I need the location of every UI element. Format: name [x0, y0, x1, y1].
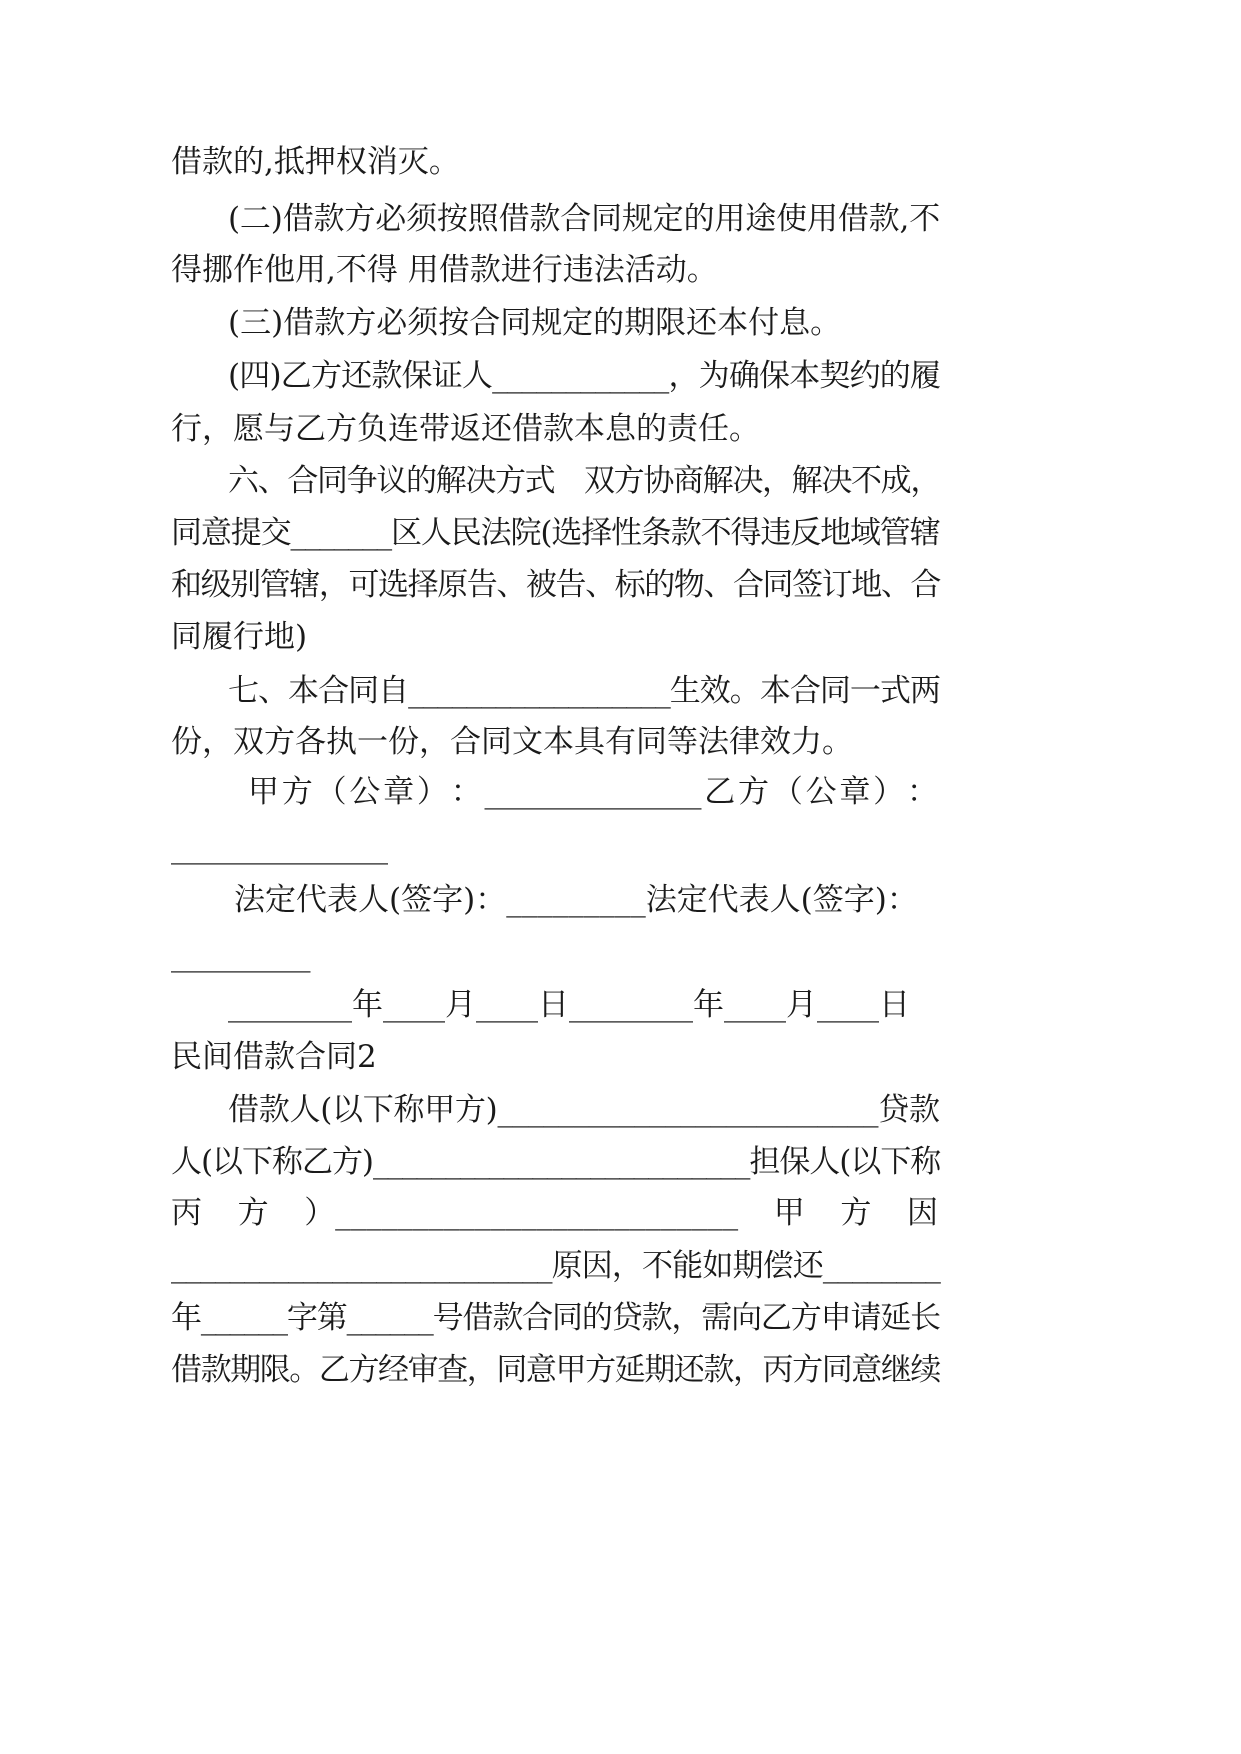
text-line-20: 人(以下称乙方)__________________________担保人(以下称	[171, 1144, 941, 1180]
text-line-3: 得挪作他用,不得 用借款进行违法活动。	[171, 252, 718, 288]
text-line-14: ______________	[171, 829, 388, 865]
text-line-12: 份，双方各执一份，合同文本具有同等法律效力。	[171, 724, 853, 760]
text-line-1: 借款的,抵押权消灭。	[171, 144, 460, 180]
text-line-16: _________	[171, 937, 311, 973]
text-line-5: (四)乙方还款保证人____________，为确保本契约的履	[228, 358, 941, 394]
text-line-6: 行，愿与乙方负连带返还借款本息的责任。	[171, 411, 760, 447]
text-line-15: 法定代表人(签字)：_________法定代表人(签字)：	[234, 882, 918, 918]
section-title: 民间借款合同2	[171, 1039, 377, 1075]
signature-line-company-seals: 甲 方 （ 公 章 ） ： ______________ 乙 方 （ 公 章 ） ：	[248, 774, 938, 810]
text-line-22: __________________________原因，不能如期偿还________	[171, 1248, 940, 1284]
text-line-7: 六、合同争议的解决方式 双方协商解决，解决不成，	[228, 463, 940, 499]
text-line-4: (三)借款方必须按合同规定的期限还本付息。	[228, 305, 842, 341]
guarantor-line: 丙 方 ）__________________________ 甲 方 因	[171, 1195, 938, 1231]
text-line-19: 借款人(以下称甲方)_________________________贷款	[228, 1092, 940, 1128]
text-line-11: 七、本合同自__________________生效。本合同一式两	[228, 673, 940, 709]
date-line: ________年____月____日________年____月____日	[228, 987, 910, 1023]
text-line-24: 借款期限。乙方经审查，同意甲方延期还款，丙方同意继续	[171, 1352, 940, 1388]
text-line-23: 年______字第______号借款合同的贷款，需向乙方申请延长	[171, 1300, 940, 1336]
text-line-8: 同意提交_______区人民法院(选择性条款不得违反地域管辖	[171, 515, 940, 551]
text-line-2: (二)借款方必须按照借款合同规定的用途使用借款,不	[228, 201, 941, 237]
text-line-10: 同履行地)	[171, 619, 308, 655]
text-line-9: 和级别管辖，可选择原告、被告、标的物、合同签订地、合	[171, 567, 940, 603]
